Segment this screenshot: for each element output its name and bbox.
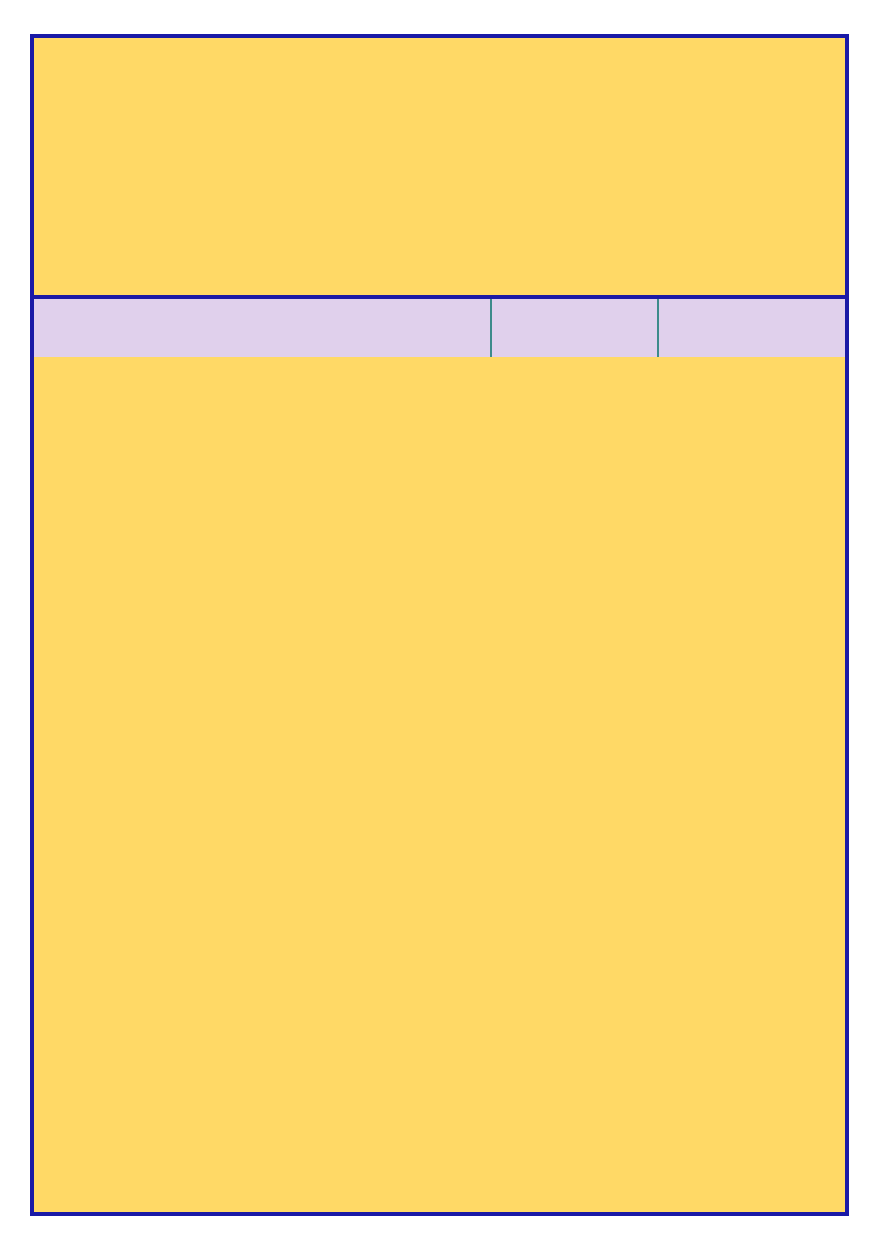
flyer-frame — [30, 34, 849, 1216]
header-tarifs-cell — [659, 299, 845, 357]
table-header — [34, 299, 845, 357]
header-ages-cell — [492, 299, 659, 357]
registration-info-box — [34, 38, 845, 299]
header-title-cell — [34, 299, 492, 357]
